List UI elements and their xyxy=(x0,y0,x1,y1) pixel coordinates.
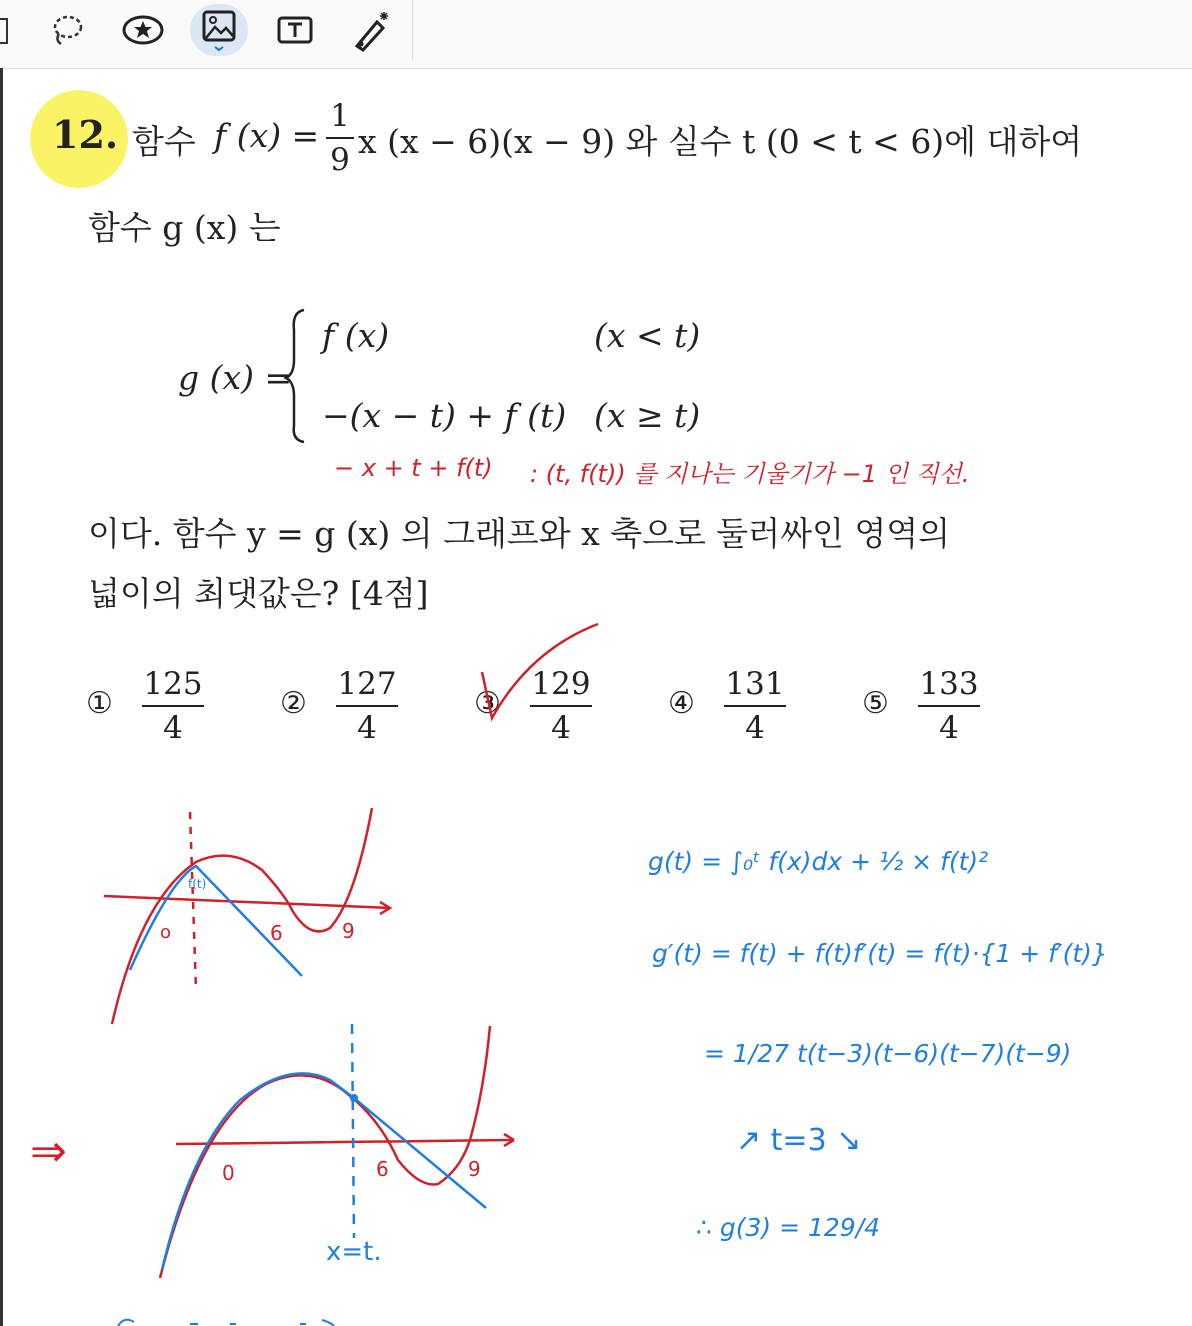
choice-2-num: 127 xyxy=(337,666,397,702)
red-note-expr: − x + t + f(t) xyxy=(334,454,493,482)
choice-3-num: 129 xyxy=(531,666,591,702)
problem-text-1b: x (x − 6)(x − 9) 와 실수 t (0 < t < 6)에 대하여 xyxy=(358,122,1083,161)
red-checkmark xyxy=(482,624,598,718)
choice-4-num: 131 xyxy=(725,666,785,702)
blue-partial-scribble xyxy=(118,1320,334,1326)
graph2-xt: x=t. xyxy=(326,1237,382,1267)
case2-expr: −(x − t) + f (t) xyxy=(322,396,567,435)
choice-5-num: 133 xyxy=(919,666,979,702)
problem-text-4: 넓이의 최댓값은? [4점] xyxy=(88,574,429,613)
blue-line-4: ↗ t=3 ↘ xyxy=(736,1123,862,1158)
question-number: 12. xyxy=(52,112,119,157)
graph1-nine: 9 xyxy=(342,919,355,943)
coef-numerator: 1 xyxy=(330,98,350,134)
choice-1-den: 4 xyxy=(163,710,183,746)
problem-text-3: 이다. 함수 y = g (x) 의 그래프와 x 축으로 둘러싸인 영역의 xyxy=(88,514,950,553)
graph1-o: o xyxy=(160,922,172,943)
blue-line-3: = 1/27 t(t−3)(t−6)(t−7)(t−9) xyxy=(704,1039,1072,1068)
case2-cond: (x ≥ t) xyxy=(594,396,701,435)
problem-text-1a: 함수 xyxy=(132,122,196,161)
choice-3-mark[interactable]: ③ xyxy=(474,686,501,721)
graph2-six: 6 xyxy=(376,1157,389,1181)
choice-1-mark[interactable]: ① xyxy=(86,686,113,721)
case1-expr: f (x) xyxy=(322,316,390,355)
graph2-t-line xyxy=(352,1024,354,1238)
graph2-nine: 9 xyxy=(468,1157,481,1181)
case1-cond: (x < t) xyxy=(594,316,701,355)
graph1-six: 6 xyxy=(270,921,283,945)
graph2-point xyxy=(350,1094,358,1102)
g-lhs: g (x) = xyxy=(178,358,293,397)
blue-line-1: g(t) = ∫₀ᵗ f(x)dx + ½ × f(t)² xyxy=(648,847,989,876)
graph1-ft: f(t) xyxy=(188,877,207,891)
graph-1 xyxy=(104,808,390,1024)
graph2-cubic xyxy=(160,1026,490,1278)
graph2-x-axis xyxy=(176,1134,514,1146)
blue-line-2: g′(t) = f(t) + f(t)f′(t) = f(t)·{1 + f′(t)} xyxy=(652,939,1108,968)
choice-3-den: 4 xyxy=(551,710,571,746)
choice-1-num: 125 xyxy=(143,666,203,702)
choice-4-mark[interactable]: ④ xyxy=(668,686,695,721)
red-note-text: : (t, f(t)) 를 지나는 기울기가 −1 인 직선. xyxy=(530,460,970,488)
choice-4-den: 4 xyxy=(745,710,765,746)
graph2-line xyxy=(162,1073,486,1270)
implies-arrow: ⇒ xyxy=(30,1126,67,1177)
coef-denominator: 9 xyxy=(330,142,350,178)
choice-2-mark[interactable]: ② xyxy=(280,686,307,721)
choice-5-mark[interactable]: ⑤ xyxy=(862,686,889,721)
choice-2-den: 4 xyxy=(357,710,377,746)
graph1-cubic xyxy=(112,808,372,1024)
blue-line-5: ∴ g(3) = 129/4 xyxy=(696,1213,881,1242)
problem-f-def: f (x) = xyxy=(214,116,320,155)
graph2-o: 0 xyxy=(222,1161,235,1185)
choice-5-den: 4 xyxy=(939,710,959,746)
problem-text-2: 함수 g (x) 는 xyxy=(88,208,281,247)
